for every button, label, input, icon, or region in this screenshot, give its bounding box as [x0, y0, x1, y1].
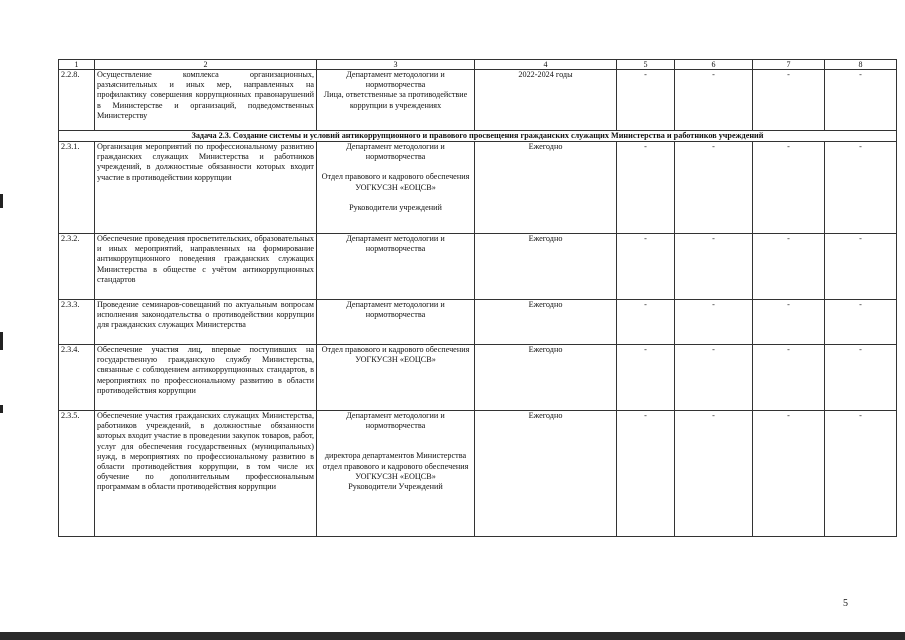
scan-edge-mark	[0, 405, 3, 413]
item-col7: -	[753, 300, 825, 345]
item-col5: -	[617, 70, 675, 131]
item-responsible: Департамент методологии и нормотворчества директора департаментов Министерства отдел правового и кадрового обеспечения УОГКУСЗН «ЕОЦСВ» Руководители Учреждений	[317, 411, 475, 537]
item-col7: -	[753, 70, 825, 131]
task-header-row	[59, 131, 897, 142]
item-col5: -	[617, 300, 675, 345]
column-header: 2	[95, 60, 317, 70]
item-number: 2.3.1.	[59, 142, 95, 234]
task-title: Задача 2.3. Создание системы и условий антикоррупционного и правового просвещения гражданских служащих Министерства и работников учреждений	[59, 131, 897, 142]
item-col5: -	[617, 142, 675, 234]
item-description: Организация мероприятий по профессиональному развитию гражданских служащих Министерства и работников учреждений, в должностные обязанности которых входит участие в противодействии коррупции	[95, 142, 317, 234]
item-description: Обеспечение проведения просветительских, образовательных и иных мероприятий, направленных на формирование антикоррупционного поведения гражданских служащих Министерства в обществе с учётом антикоррупционных стандартов	[95, 234, 317, 300]
item-term: Ежегодно	[475, 300, 617, 345]
page-number: 5	[843, 598, 848, 609]
column-header: 7	[753, 60, 825, 70]
item-col7: -	[753, 142, 825, 234]
item-description: Осуществление комплекса организационных, разъяснительных и иных мер, направленных на профилактику совершения коррупционных правонарушений в Министерстве и организаций, подведомственных Министерству	[95, 70, 317, 131]
item-col6: -	[675, 300, 753, 345]
column-header: 8	[825, 60, 897, 70]
item-col6: -	[675, 411, 753, 537]
table-row	[59, 234, 897, 300]
item-number: 2.2.8.	[59, 70, 95, 131]
item-term: Ежегодно	[475, 345, 617, 411]
item-responsible: Департамент методологии и нормотворчества Отдел правового и кадрового обеспечения УОГКУСЗН «ЕОЦСВ» Руководители учреждений	[317, 142, 475, 234]
column-header-row	[59, 60, 897, 70]
item-description: Обеспечение участия гражданских служащих Министерства, работников учреждений, в должностные обязанности которых входит участие в проведении закупок товаров, работ, услуг для обеспечения государственных (муниципальных) нужд, в мероприятиях по профессиональному развитию в области противодействия коррупции, в том числе их обучение по дополнительным профессиональным программам в области противодействия коррупции	[95, 411, 317, 537]
item-col6: -	[675, 70, 753, 131]
item-col7: -	[753, 411, 825, 537]
column-header: 6	[675, 60, 753, 70]
scan-edge-mark	[0, 194, 3, 208]
column-header: 5	[617, 60, 675, 70]
table-row	[59, 70, 897, 131]
table-row	[59, 300, 897, 345]
item-col5: -	[617, 411, 675, 537]
item-responsible: Департамент методологии и нормотворчества	[317, 234, 475, 300]
item-col5: -	[617, 234, 675, 300]
scan-edge-mark	[0, 332, 3, 350]
item-responsible: Департамент методологии и нормотворчества Лица, ответственные за противодействие коррупции в учреждениях	[317, 70, 475, 131]
item-col6: -	[675, 234, 753, 300]
item-col7: -	[753, 234, 825, 300]
item-col8: -	[825, 300, 897, 345]
item-number: 2.3.4.	[59, 345, 95, 411]
item-number: 2.3.5.	[59, 411, 95, 537]
table-row	[59, 142, 897, 234]
item-term: Ежегодно	[475, 142, 617, 234]
item-responsible: Департамент методологии и нормотворчества	[317, 300, 475, 345]
item-description: Обеспечение участия лиц, впервые поступивших на государственную гражданскую службу Министерства, связанные с соблюдением антикоррупционных стандартов, в мероприятиях по профессиональному развитию в области противодействия коррупции	[95, 345, 317, 411]
item-term: Ежегодно	[475, 234, 617, 300]
item-col5: -	[617, 345, 675, 411]
item-number: 2.3.3.	[59, 300, 95, 345]
item-number: 2.3.2.	[59, 234, 95, 300]
item-term: Ежегодно	[475, 411, 617, 537]
item-col8: -	[825, 70, 897, 131]
item-col8: -	[825, 234, 897, 300]
column-header: 3	[317, 60, 475, 70]
item-col8: -	[825, 142, 897, 234]
column-header: 4	[475, 60, 617, 70]
item-col8: -	[825, 411, 897, 537]
item-col6: -	[675, 142, 753, 234]
table-row	[59, 345, 897, 411]
table-row	[59, 411, 897, 537]
item-col6: -	[675, 345, 753, 411]
item-responsible: Отдел правового и кадрового обеспечения УОГКУСЗН «ЕОЦСВ»	[317, 345, 475, 411]
item-col8: -	[825, 345, 897, 411]
scan-bottom-edge	[0, 632, 905, 640]
item-description: Проведение семинаров-совещаний по актуальным вопросам исполнения законодательства о противодействии коррупции для гражданских служащих Министерства	[95, 300, 317, 345]
item-term: 2022-2024 годы	[475, 70, 617, 131]
column-header: 1	[59, 60, 95, 70]
item-col7: -	[753, 345, 825, 411]
action-plan-table	[58, 59, 897, 537]
